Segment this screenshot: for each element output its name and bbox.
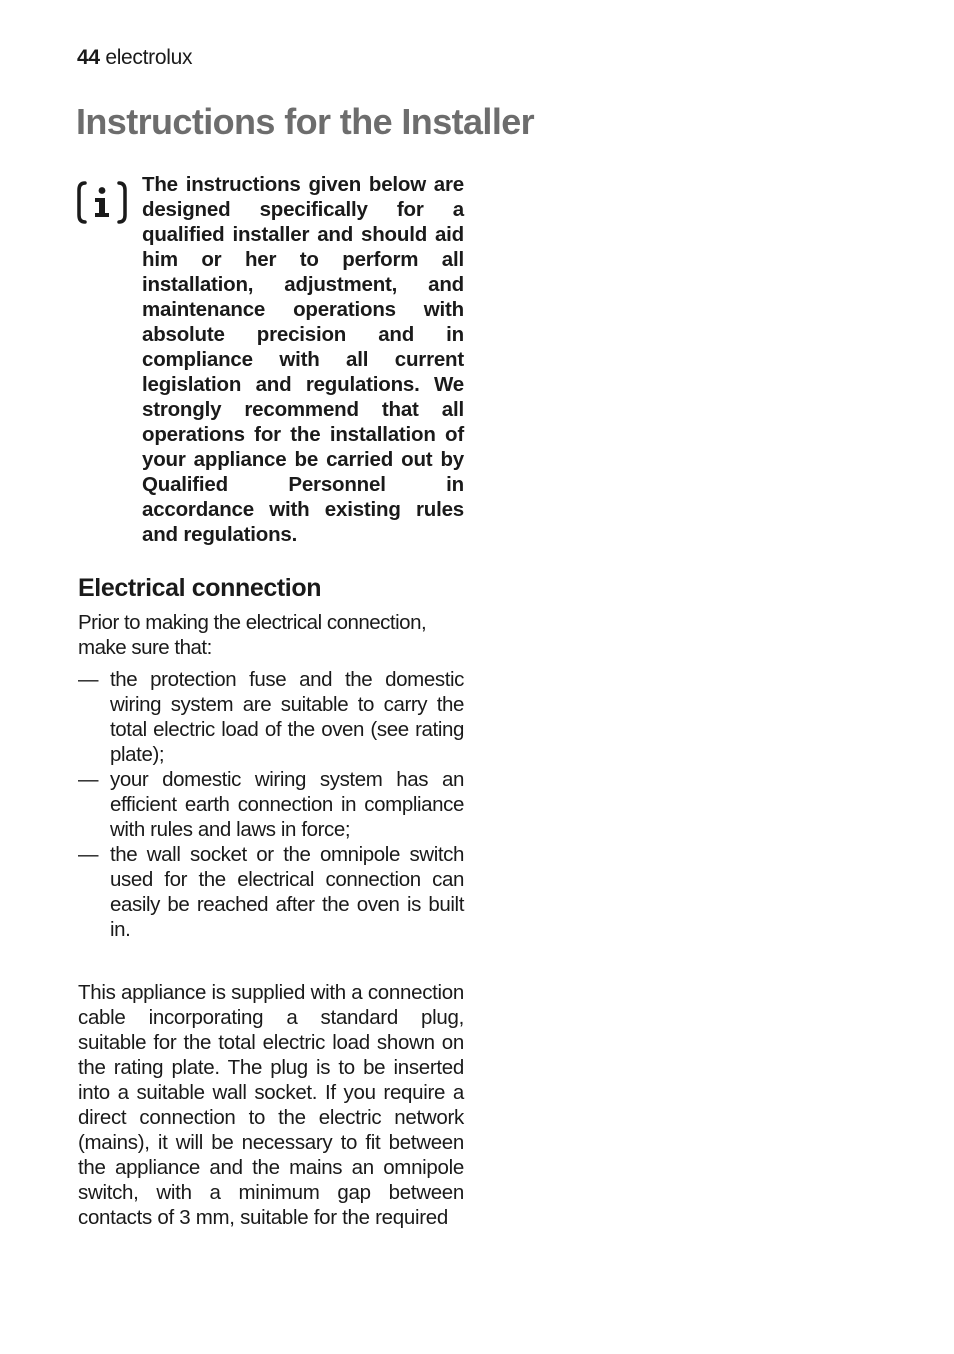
info-icon	[76, 178, 128, 226]
list-item	[78, 767, 464, 842]
list-item	[78, 842, 464, 942]
section-heading-electrical: Electrical connection	[78, 574, 322, 602]
electrical-checklist	[78, 667, 464, 942]
dash-bullet: —	[78, 843, 99, 866]
list-item-text: your domestic wiring system has an efficient earth connection in compliance with rules and laws in force;	[110, 768, 464, 841]
page-title: Instructions for the Installer	[76, 101, 535, 142]
electrical-intro: Prior to making the electrical connection, make sure that:	[78, 611, 427, 659]
list-item-text: the protection fuse and the domestic wiring system are suitable to carry the total electric load of the oven (see rating plate);	[110, 668, 464, 766]
brand-name: electrolux	[105, 46, 193, 69]
list-item	[78, 667, 464, 767]
list-item-text: the wall socket or the omnipole switch used for the electrical connection can easily be reached after the oven is built in.	[110, 843, 464, 941]
page-number: 44	[77, 46, 100, 69]
page-header	[77, 44, 192, 72]
connection-paragraph: This appliance is supplied with a connection cable incorporating a standard plug, suitable for the total electric load shown on the rating plate. The plug is to be inserted into a suitable wall socket. If you require a direct connection to the electric network (mains), it will be necessary to fit between the appliance and the mains an omnipole switch, with a minimum gap between contacts of 3 mm, suitable for the required	[78, 981, 464, 1229]
dash-bullet: —	[78, 768, 99, 791]
dash-bullet: —	[78, 668, 99, 691]
installer-notice: The instructions given below are designed specifically for a qualified installer and should aid him or her to perform all installation, adjustment, and maintenance operations with absolute precision and in compliance with all current legislation and regulations. We strongly recommend that all operations for the installation of your appliance be carried out by Qualified Personnel in accordance with existing rules and regulations.	[142, 173, 464, 546]
